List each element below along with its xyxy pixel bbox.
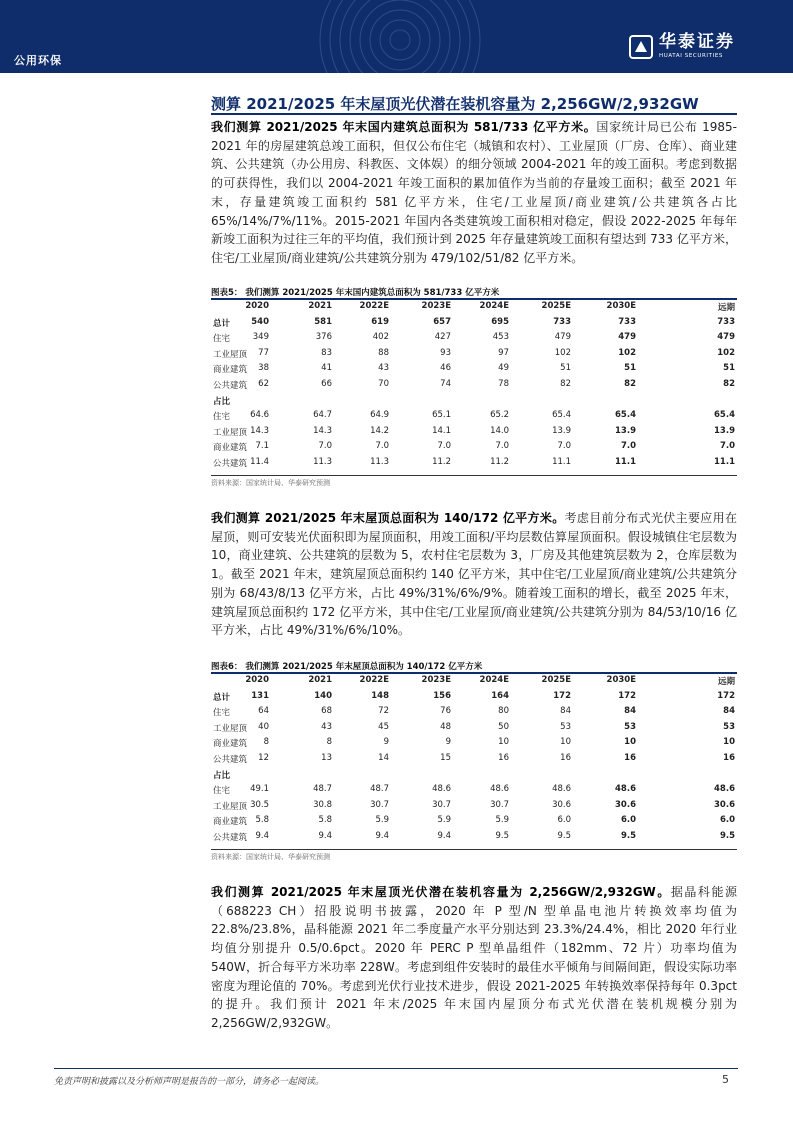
table-cell: 349 (252, 332, 269, 343)
table-cell: 49.1 (250, 784, 269, 795)
row-label: 工业屋顶 (213, 427, 248, 438)
table-cell: 97 (498, 347, 509, 358)
table-cell: 10 (498, 737, 509, 748)
table-cell: 733 (553, 316, 571, 327)
table-cell: 40 (258, 721, 269, 732)
paragraph-lead: 我们测算 2021/2025 年末屋顶光伏潜在装机容量为 2,256GW/2,932GW。 (211, 885, 671, 899)
column-header: 2021 (308, 675, 332, 685)
table-cell: 43 (378, 363, 389, 374)
table-row (211, 782, 737, 798)
table-cell: 30.7 (370, 799, 389, 810)
table-cell: 53 (723, 721, 735, 732)
table-cell: 53 (624, 721, 636, 732)
column-header: 2030E (606, 301, 636, 311)
table-cell: 66 (321, 378, 332, 389)
table-cell: 11.2 (490, 456, 509, 467)
table-cell: 70 (378, 378, 389, 389)
table-cell: 7.0 (375, 441, 389, 452)
section-title: 测算 2021/2025 年末屋顶光伏潜在装机容量为 2,256GW/2,932GW (211, 95, 699, 113)
company-logo (629, 34, 735, 59)
table-cell: 13.9 (615, 425, 636, 436)
table-cell: 30.5 (250, 799, 269, 810)
footer-disclaimer: 免责声明和披露以及分析师声明是报告的一部分，请务必一起阅读。 (54, 1077, 325, 1087)
table-cell: 48.6 (552, 784, 571, 795)
table-cell: 156 (433, 690, 451, 701)
table-row (211, 361, 737, 377)
column-header: 2025E (541, 675, 571, 685)
table-cell: 64.9 (370, 410, 389, 421)
table-cell: 12 (258, 752, 269, 763)
table-row (211, 377, 737, 393)
row-label: 公共建筑 (213, 458, 248, 469)
table-cell: 30.6 (615, 799, 636, 810)
table-cell: 7.0 (437, 441, 451, 452)
table-cell: 41 (321, 363, 332, 374)
table-cell: 102 (554, 347, 571, 358)
table-cell: 695 (491, 316, 509, 327)
table-row (211, 439, 737, 455)
table-cell: 11.4 (250, 456, 269, 467)
figure5-caption: 图表5： 我们测算 2021/2025 年末国内建筑总面积为 581/733 亿平方米 (211, 288, 500, 298)
table-cell: 76 (440, 706, 451, 717)
table-cell: 11.1 (615, 456, 636, 467)
table-cell: 84 (624, 706, 636, 717)
table-cell: 68 (321, 706, 332, 717)
table-cell: 64.7 (313, 410, 332, 421)
table-cell: 82 (624, 378, 636, 389)
table-row (211, 315, 737, 331)
table-cell: 16 (498, 752, 509, 763)
table-cell: 82 (723, 378, 735, 389)
logo-text-cn: 华泰证券 (659, 32, 735, 52)
table-cell: 74 (440, 378, 451, 389)
column-header: 2022E (359, 301, 389, 311)
table-cell: 376 (315, 332, 332, 343)
table-cell: 65.4 (714, 410, 735, 421)
paragraph-body: 据晶科能源（688223 CH）招股说明书披露，2020 年 P 型/N 型单晶电池片转换效率均值为 22.8%/23.8%，晶科能源 2021 年二季度量产水平分别达到 23.3%/24.4%，相比 2020 年行业均值分别提升 0.5/0.6pct。2020 年 PERC P 型单晶组件（182mm、72 片）功率均值为 540W，折合每平方米功率 228W。考虑到组件安装时的最佳水平倾角与间隔间距，假设实际功率密度为理论值的 70%。考虑到光伏行业技术进步，假设 2021-2025 年转换效率保持每年 0.3pct 的提升。我们预计 2021 年末/2025 年末国内屋顶分布式光伏潜在装机规模分别为 2,256GW/2,932GW。 (211, 885, 737, 1030)
table-cell: 9 (445, 737, 451, 748)
table-cell: 14 (378, 752, 389, 763)
column-header: 2020 (245, 675, 269, 685)
table-cell: 479 (554, 332, 571, 343)
table-cell: 65.2 (490, 410, 509, 421)
table-cell: 10 (723, 737, 735, 748)
table-cell: 30.7 (432, 799, 451, 810)
table-cell: 45 (378, 721, 389, 732)
table-row (211, 330, 737, 346)
column-header: 2025E (541, 301, 571, 311)
paragraph-body: 国家统计局已公布 1985-2021 年的房屋建筑总竣工面积，但仅公布住宅（城镇和农村）、工业屋顶（厂房、仓库）、商业建筑、公共建筑（办公用房、科教医、文体娱）的细分领域 2004-2021 年的竣工面积。考虑到数据的可获得性，我们以 2004-2021 年竣工面积的累加值作为当前的存量竣工面积；截至 2021 年末，存量建筑竣工面积约 581 亿平方米，住宅/工业屋顶/商业建筑/公共建筑各占比 65%/14%/7%/11%。2015-2021 年国内各类建筑竣工面积相对稳定，假设 2022-2025 年每年新竣工面积为过往三年的平均值，我们预计到 2025 年存量建筑竣工面积有望达到 733 亿平方米，住宅/工业屋顶/商业建筑/公共建筑分别为 479/102/51/82 亿平方米。 (211, 120, 737, 265)
table-cell: 65.1 (432, 410, 451, 421)
row-label: 商业建筑 (213, 365, 248, 376)
table-cell: 140 (314, 690, 332, 701)
column-header: 2022E (359, 675, 389, 685)
table-cell: 14.3 (313, 425, 332, 436)
logo-text-en: HUATAI SECURITIES (659, 53, 723, 59)
row-label: 公共建筑 (213, 754, 248, 765)
row-label: 住宅 (213, 412, 231, 423)
table-row (211, 704, 737, 720)
table-cell: 84 (560, 706, 571, 717)
row-label: 住宅 (213, 786, 231, 797)
header-band (0, 0, 793, 73)
table-cell: 619 (371, 316, 389, 327)
table-cell: 77 (258, 347, 269, 358)
table-cell: 11.2 (432, 456, 451, 467)
paragraph-pv-capacity (211, 883, 737, 1033)
table-row (211, 813, 737, 829)
table-cell: 49 (498, 363, 509, 374)
row-label: 工业屋顶 (213, 801, 248, 812)
table-cell: 13.9 (714, 425, 735, 436)
table-cell: 9.4 (255, 830, 269, 841)
table-cell: 65.4 (552, 410, 571, 421)
table-cell: 14.1 (432, 425, 451, 436)
table-cell: 5.8 (318, 815, 332, 826)
table-cell: 30.6 (714, 799, 735, 810)
column-header: 远期 (717, 303, 735, 313)
figure6-caption: 图表6： 我们测算 2021/2025 年末屋顶总面积为 140/172 亿平方米 (211, 662, 483, 672)
table-cell: 7.0 (495, 441, 509, 452)
column-header: 远期 (717, 677, 735, 687)
table-cell: 9.5 (719, 830, 735, 841)
table-cell: 14.3 (250, 425, 269, 436)
table-cell: 88 (378, 347, 389, 358)
row-label: 商业建筑 (213, 443, 248, 454)
table-cell: 479 (618, 332, 636, 343)
table-cell: 10 (624, 737, 636, 748)
table-cell: 9.5 (495, 830, 509, 841)
figure5-table (211, 299, 737, 471)
table-cell: 83 (321, 347, 332, 358)
table-cell: 164 (491, 690, 509, 701)
table-row (211, 735, 737, 751)
table-cell: 453 (492, 332, 509, 343)
table-cell: 8 (263, 737, 269, 748)
table-cell: 62 (258, 378, 269, 389)
column-header: 2020 (245, 301, 269, 311)
table-cell: 16 (560, 752, 571, 763)
row-label: 住宅 (213, 334, 231, 345)
row-label: 总计 (213, 692, 231, 703)
table-cell: 11.1 (714, 456, 735, 467)
table-cell: 48.6 (714, 784, 735, 795)
table-cell: 102 (717, 347, 735, 358)
table-cell: 148 (371, 690, 389, 701)
table-cell: 102 (618, 347, 636, 358)
figure5-source: 资料来源：国家统计局、华泰研究预测 (211, 479, 330, 487)
table-cell: 657 (433, 316, 451, 327)
figure6-table (211, 673, 737, 845)
table-row (211, 455, 737, 471)
table-cell: 131 (251, 690, 269, 701)
table-cell: 540 (251, 316, 269, 327)
table-cell: 14.0 (490, 425, 509, 436)
table-cell: 5.9 (375, 815, 389, 826)
row-label: 总计 (213, 318, 231, 329)
table-cell: 7.1 (255, 441, 269, 452)
table-cell: 6.0 (557, 815, 571, 826)
table-cell: 9 (383, 737, 389, 748)
table-cell: 16 (624, 752, 636, 763)
figure6-bottom-rule (211, 849, 737, 850)
category-label: 公用环保 (14, 54, 62, 67)
table-row (211, 393, 737, 409)
page-number: 5 (722, 1073, 729, 1086)
table-row (211, 408, 737, 424)
table-cell: 51 (624, 363, 636, 374)
table-cell: 30.6 (552, 799, 571, 810)
footer-divider (54, 1068, 738, 1069)
table-cell: 46 (440, 363, 451, 374)
table-cell: 51 (723, 363, 735, 374)
table-cell: 7.0 (318, 441, 332, 452)
table-cell: 84 (723, 706, 735, 717)
table-cell: 78 (498, 378, 509, 389)
column-header: 2030E (606, 675, 636, 685)
table-header-row (211, 299, 737, 315)
table-cell: 93 (440, 347, 451, 358)
table-cell: 172 (553, 690, 571, 701)
table-cell: 11.1 (552, 456, 571, 467)
table-row (211, 829, 737, 845)
paragraph-roof-area (211, 509, 737, 640)
table-row (211, 346, 737, 362)
table-header-row (211, 673, 737, 689)
table-cell: 11.3 (313, 456, 332, 467)
table-cell: 172 (618, 690, 636, 701)
table-row (211, 751, 737, 767)
table-row (211, 424, 737, 440)
paragraph-body: 考虑目前分布式光伏主要应用在屋顶，则可安装光伏面积即为屋顶面积，用竣工面积/平均层数估算屋顶面积。假设城镇住宅层数为 10，商业建筑、公共建筑的层数为 5，农村住宅层数为 3，厂房及其他建筑层数为 2，仓库层数为 1。截至 2021 年末，建筑屋顶总面积约 140 亿平方米，其中住宅/工业屋顶/商业建筑/公共建筑分别为 68/43/8/13 亿平方米，占比 49%/31%/6%/9%。随着竣工面积的增长，截至 2025 年末，建筑屋顶总面积约 172 亿平方米，其中住宅/工业屋顶/商业建筑/公共建筑分别为 84/53/10/16 亿平方米，占比 49%/31%/6%/10%。 (211, 511, 737, 638)
table-cell: 402 (372, 332, 389, 343)
table-cell: 38 (258, 363, 269, 374)
column-header: 2024E (479, 675, 509, 685)
table-cell: 14.2 (370, 425, 389, 436)
table-cell: 15 (440, 752, 451, 763)
table-cell: 7.0 (557, 441, 571, 452)
table-cell: 30.7 (490, 799, 509, 810)
table-cell: 53 (560, 721, 571, 732)
logo-mark-icon (629, 35, 653, 59)
table-cell: 9.4 (375, 830, 389, 841)
table-cell: 64 (258, 706, 269, 717)
column-header: 2023E (421, 675, 451, 685)
table-cell: 51 (560, 363, 571, 374)
table-cell: 9.4 (318, 830, 332, 841)
table-cell: 16 (723, 752, 735, 763)
row-label: 工业屋顶 (213, 349, 248, 360)
paragraph-building-area (211, 118, 737, 268)
table-cell: 48.6 (615, 784, 636, 795)
table-row (211, 767, 737, 783)
table-cell: 9.5 (620, 830, 636, 841)
header-pattern (250, 0, 550, 73)
row-label: 商业建筑 (213, 739, 248, 750)
table-cell: 733 (717, 316, 735, 327)
table-cell: 30.8 (313, 799, 332, 810)
table-cell: 72 (378, 706, 389, 717)
paragraph-lead: 我们测算 2021/2025 年末屋顶总面积为 140/172 亿平方米。 (211, 511, 565, 525)
column-header: 2023E (421, 301, 451, 311)
table-cell: 9.4 (437, 830, 451, 841)
table-cell: 48.7 (370, 784, 389, 795)
row-label: 商业建筑 (213, 817, 248, 828)
table-cell: 50 (498, 721, 509, 732)
table-cell: 10 (560, 737, 571, 748)
row-label: 占比 (213, 770, 231, 781)
table-cell: 48 (440, 721, 451, 732)
table-cell: 11.3 (370, 456, 389, 467)
table-cell: 7.0 (620, 441, 636, 452)
table-cell: 9.5 (557, 830, 571, 841)
figure6-source: 资料来源：国家统计局、华泰研究预测 (211, 853, 330, 861)
table-row (211, 798, 737, 814)
table-cell: 65.4 (615, 410, 636, 421)
table-row (211, 689, 737, 705)
table-cell: 64.6 (250, 410, 269, 421)
table-cell: 7.0 (719, 441, 735, 452)
table-cell: 80 (498, 706, 509, 717)
column-header: 2021 (308, 301, 332, 311)
table-cell: 48.7 (313, 784, 332, 795)
table-cell: 581 (314, 316, 332, 327)
table-cell: 172 (717, 690, 735, 701)
table-cell: 8 (326, 737, 332, 748)
table-cell: 5.9 (495, 815, 509, 826)
row-label: 公共建筑 (213, 832, 248, 843)
table-cell: 43 (321, 721, 332, 732)
row-label: 占比 (213, 396, 231, 407)
column-header: 2024E (479, 301, 509, 311)
table-cell: 48.6 (432, 784, 451, 795)
table-cell: 5.9 (437, 815, 451, 826)
table-cell: 427 (434, 332, 451, 343)
table-cell: 6.0 (719, 815, 735, 826)
table-cell: 48.6 (490, 784, 509, 795)
table-cell: 13 (321, 752, 332, 763)
row-label: 住宅 (213, 708, 231, 719)
paragraph-lead: 我们测算 2021/2025 年末国内建筑总面积为 581/733 亿平方米。 (211, 120, 597, 134)
title-divider (211, 113, 737, 115)
table-row (211, 720, 737, 736)
table-cell: 733 (618, 316, 636, 327)
row-label: 公共建筑 (213, 380, 248, 391)
table-cell: 13.9 (552, 425, 571, 436)
table-cell: 5.8 (255, 815, 269, 826)
figure5-bottom-rule (211, 475, 737, 476)
table-cell: 6.0 (620, 815, 636, 826)
table-cell: 82 (560, 378, 571, 389)
table-cell: 479 (717, 332, 735, 343)
row-label: 工业屋顶 (213, 723, 248, 734)
